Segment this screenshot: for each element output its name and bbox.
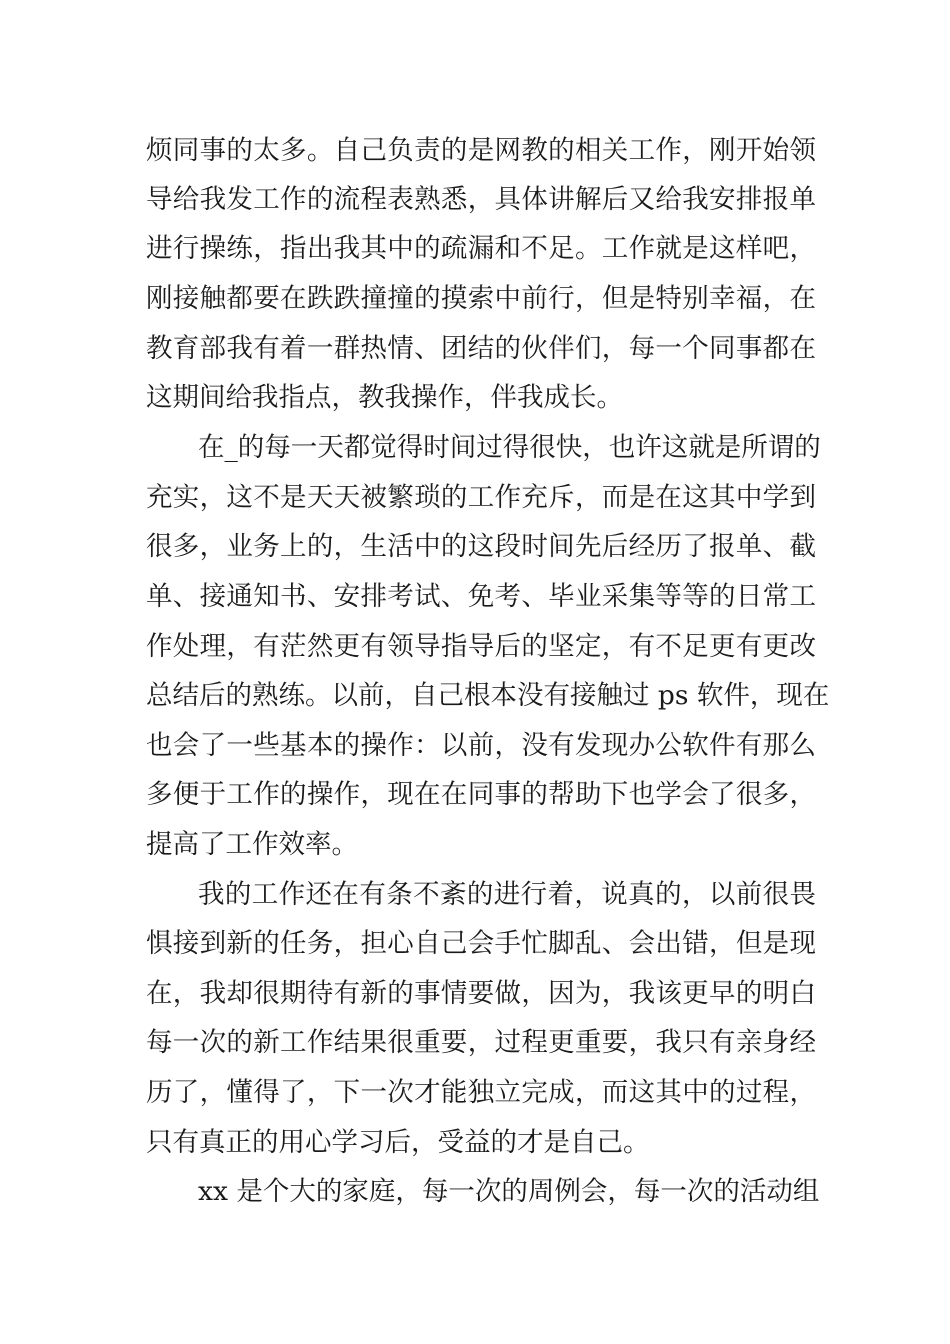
text-line: 进行操练，指出我其中的疏漏和不足。工作就是这样吧， <box>146 233 816 264</box>
text-line: 历了，懂得了，下一次才能独立完成，而这其中的过程， <box>146 1077 816 1108</box>
text-line: 烦同事的太多。自己负责的是网教的相关工作，刚开始领 <box>146 135 816 166</box>
paragraph-first-line: 我的工作还在有条不紊的进行着，说真的，以前很畏 <box>198 879 816 910</box>
text-line: 惧接到新的任务，担心自己会手忙脚乱、会出错，但是现 <box>146 928 816 959</box>
text-line: 只有真正的用心学习后，受益的才是自己。 <box>146 1127 650 1158</box>
text-line: 多便于工作的操作，现在在同事的帮助下也学会了很多， <box>146 779 816 810</box>
text-line: 刚接触都要在跌跌撞撞的摸索中前行，但是特别幸福，在 <box>146 283 816 314</box>
text-line: 很多，业务上的，生活中的这段时间先后经历了报单、截 <box>146 531 816 562</box>
text-line: 充实，这不是天天被繁琐的工作充斥，而是在这其中学到 <box>146 482 816 513</box>
text-line: 作处理，有茫然更有领导指导后的坚定，有不足更有更改 <box>146 631 816 662</box>
text-line: 总结后的熟练。以前，自己根本没有接触过 ps 软件，现在 <box>146 680 830 711</box>
text-line: 教育部我有着一群热情、团结的伙伴们，每一个同事都在 <box>146 333 816 364</box>
text-line: 单、接通知书、安排考试、免考、毕业采集等等的日常工 <box>146 581 816 612</box>
text-line: 也会了一些基本的操作：以前，没有发现办公软件有那么 <box>146 730 816 761</box>
text-line: 这期间给我指点，教我操作，伴我成长。 <box>146 382 623 413</box>
text-line: 导给我发工作的流程表熟悉，具体讲解后又给我安排报单 <box>146 184 816 215</box>
text-line: 提高了工作效率。 <box>146 829 358 860</box>
text-line: 每一次的新工作结果很重要，过程更重要，我只有亲身经 <box>146 1027 816 1058</box>
paragraph-first-line: 在_的每一天都觉得时间过得很快，也许这就是所谓的 <box>198 432 821 463</box>
text-line: 在，我却很期待有新的事情要做，因为，我该更早的明白 <box>146 978 816 1009</box>
paragraph-first-line: xx 是个大的家庭，每一次的周例会，每一次的活动组 <box>198 1176 820 1207</box>
